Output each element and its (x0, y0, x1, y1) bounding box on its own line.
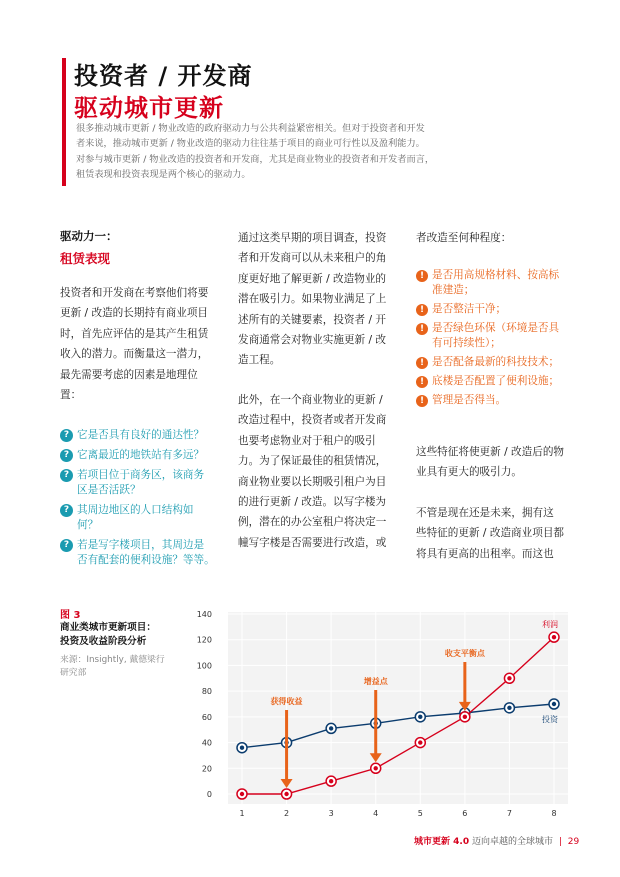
col3-paragraph-1: 这些特征将使更新 / 改造后的物 业具有更大的吸引力。 (416, 446, 565, 479)
list-item-text: 管理是否得当。 (432, 394, 507, 406)
figure-label: 图 3 (60, 610, 81, 621)
section-subheading: 租赁表现 (60, 251, 111, 266)
exclamation-icon: ! (416, 323, 428, 335)
investment-return-chart (190, 600, 590, 820)
footer-subtitle: 迈向卓越的全球城市 (471, 837, 553, 847)
figure-source: 来源：Insightly, 戴德梁行 研究部 (60, 655, 165, 678)
list-item (416, 355, 586, 370)
page-number: 29 (567, 837, 580, 847)
data-point-core (418, 715, 422, 719)
question-icon: ? (60, 429, 73, 442)
annotation-label: 收支平衡点 (444, 649, 485, 658)
plot-background (228, 612, 568, 804)
data-point-core (552, 702, 556, 706)
col3-lead: 者改造至何种程度： (416, 232, 512, 244)
page-footer (414, 834, 579, 847)
accent-bar (62, 58, 66, 186)
list-item (416, 268, 586, 298)
exclamation-icon: ! (416, 357, 428, 369)
criteria-list (416, 268, 586, 412)
figure-title: 商业类城市更新项目： 投资及收益阶段分析 (60, 622, 156, 647)
question-icon: ? (60, 469, 73, 482)
data-point-core (463, 715, 467, 719)
annotation-label: 获得收益 (270, 697, 303, 706)
list-item-text: 是否用高规格材料、按高标 准建造； (432, 269, 560, 296)
list-item-text: 是否配备最新的科技技术； (432, 356, 560, 368)
x-tick-label: 3 (328, 809, 334, 818)
list-item (416, 393, 586, 408)
question-icon: ? (60, 504, 73, 517)
y-tick-label: 40 (201, 738, 212, 748)
data-point-core (507, 706, 511, 710)
list-item (60, 448, 230, 463)
list-item-text: 它是否具有良好的通达性？ (77, 429, 205, 441)
page-title-highlight: 驱动城市更新 (74, 94, 224, 122)
x-tick-label: 6 (462, 809, 468, 818)
list-item-text: 若项目位于商务区，该商务 区是否活跃？ (77, 469, 205, 496)
exclamation-icon: ! (416, 304, 428, 316)
list-item (60, 428, 230, 443)
y-tick-label: 60 (201, 712, 212, 722)
data-point-core (418, 740, 422, 744)
list-item (416, 302, 586, 317)
y-tick-label: 100 (196, 661, 212, 671)
y-tick-label: 140 (196, 610, 212, 619)
intro-paragraph: 很多推动城市更新 / 物业改造的政府驱动力与公共利益紧密相关。但对于投资者和开发 者来说，推动城市更新 / 物业改造的驱动力往往基于项目的商业可行性以及盈利能力。 对参与城市更新 / 物业改造的投资者和开发商，尤其是商业物业的投资者和开发者而言， 租赁表现和投资表现是两个核心的驱动力。 (76, 123, 435, 180)
list-item (60, 538, 230, 568)
list-item-text: 它离最近的地铁站有多远？ (77, 449, 205, 461)
x-tick-label: 8 (551, 809, 557, 818)
data-point-core (374, 766, 378, 770)
col1-paragraph: 投资者和开发商在考察他们将要 更新 / 改造的长期持有商业项目 时，首先应评估的是其产生租赁 收入的潜力。而衡量这一潜力， 最先需要考虑的因素是地理位 置： (60, 287, 209, 402)
y-tick-label: 0 (206, 790, 212, 799)
exclamation-icon: ! (416, 376, 428, 388)
col3-paragraph-2: 不管是现在还是未来，拥有这 些特征的更新 / 改造商业项目都 将具有更高的出租率。而这也 (416, 507, 565, 560)
y-tick-label: 20 (201, 764, 212, 774)
exclamation-icon: ! (416, 270, 428, 282)
list-item-text: 若是写字楼项目，其周边是 否有配套的便利设施？等等。 (77, 539, 215, 566)
series-label: 利润 (542, 620, 558, 630)
col2-paragraph-2: 此外，在一个商业物业的更新 / 改造过程中，投资者或者开发商 也要考虑物业对于租户的吸引 力。为了保证最佳的租赁情况， 商业物业要以长期吸引租户为目 的进行更新 / 改造。以写字楼为 例，潜在的办公室租户将决定一 幢写字楼是否需要进行改造，或 (238, 394, 387, 549)
question-icon: ? (60, 539, 73, 552)
question-list (60, 428, 230, 573)
footer-separator: | (558, 837, 562, 847)
x-tick-label: 5 (417, 809, 423, 818)
list-item-text: 底楼是否配置了便利设施； (432, 375, 560, 387)
footer-brand: 城市更新 4.0 (414, 837, 470, 847)
annotation-label: 增益点 (363, 677, 388, 686)
data-point-core (552, 635, 556, 639)
x-tick-label: 7 (506, 809, 512, 818)
data-point-core (240, 792, 244, 796)
x-tick-label: 2 (284, 809, 290, 818)
list-item-text: 是否绿色环保（环境是否具 有可持续性）； (432, 322, 560, 349)
col2-paragraph-1: 通过这类早期的项目调查，投资 者和开发商可以从未来租户的角 度更好地了解更新 / 改造物业的 潜在吸引力。如果物业满足了上 述所有的关键要素，投资者 / 开 发商通常会对物业实施更新 / 改 造工程。 (238, 232, 387, 367)
x-tick-label: 1 (239, 809, 245, 818)
list-item (60, 503, 230, 533)
y-tick-label: 80 (201, 687, 212, 697)
data-point-core (329, 726, 333, 730)
exclamation-icon: ! (416, 395, 428, 407)
data-point-core (507, 676, 511, 680)
list-item-text: 其周边地区的人口结构如 何？ (77, 504, 194, 531)
section-heading: 驱动力一： (60, 229, 118, 243)
list-item (416, 321, 586, 351)
list-item (60, 468, 230, 498)
question-icon: ? (60, 449, 73, 462)
data-point-core (329, 779, 333, 783)
list-item-text: 是否整洁干净； (432, 303, 507, 315)
data-point-core (284, 792, 288, 796)
list-item (416, 374, 586, 389)
series-label: 投资 (542, 715, 558, 724)
data-point-core (240, 746, 244, 750)
y-tick-label: 120 (196, 635, 212, 645)
x-tick-label: 4 (373, 809, 379, 818)
page-title: 投资者 / 开发商 (74, 62, 253, 90)
